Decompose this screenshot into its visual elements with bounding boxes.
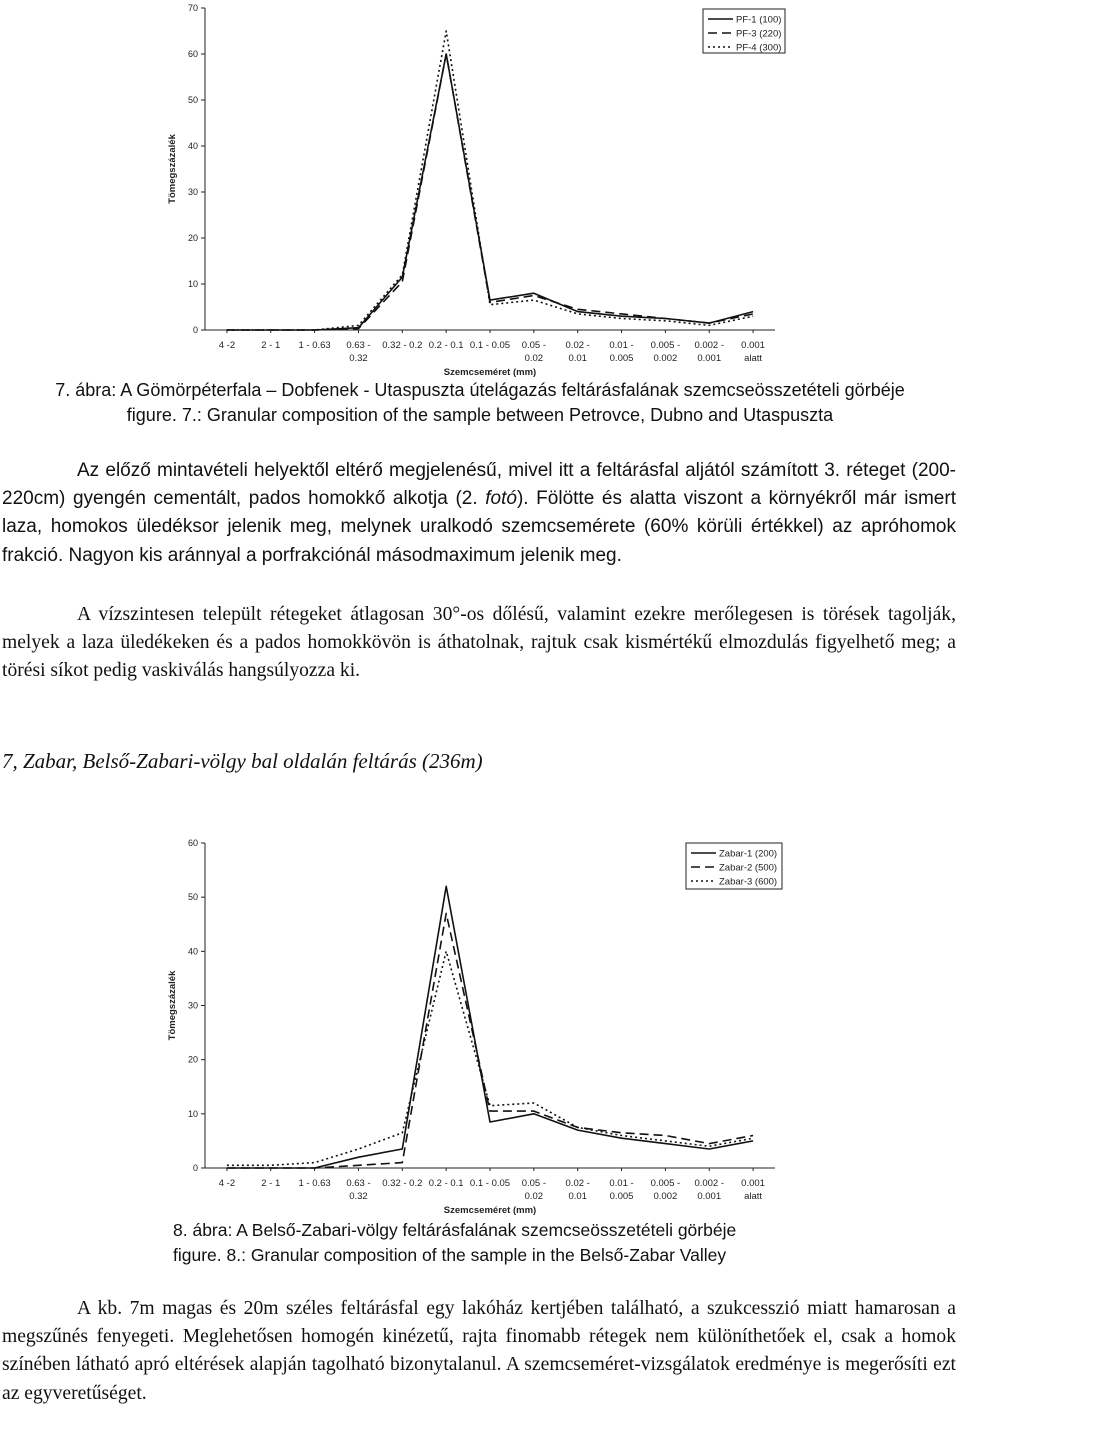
x-tick-label: 0.001 bbox=[697, 1191, 722, 1202]
x-tick-label: 0.01 - bbox=[609, 340, 634, 351]
figure-7-caption-en: figure. 7.: Granular composition of the sample between Petrovce, Dubno and Utaspuszta bbox=[126, 405, 834, 425]
x-tick-label: 0.005 bbox=[609, 353, 634, 364]
x-tick-label: 4 -2 bbox=[218, 340, 236, 351]
y-tick-label: 40 bbox=[187, 946, 198, 957]
x-tick-label: alatt bbox=[744, 1191, 763, 1202]
x-tick-label: 4 -2 bbox=[218, 1178, 236, 1189]
y-tick-label: 20 bbox=[187, 1054, 198, 1065]
y-axis-title: Tömegszázalék bbox=[167, 970, 178, 1041]
figure-8-caption-hu: 8. ábra: A Belső-Zabari-völgy feltárásfalának szemcseösszetételi görbéje bbox=[173, 1220, 737, 1240]
x-tick-label: 0.32 - 0.2 bbox=[382, 340, 423, 351]
y-tick-label: 10 bbox=[187, 279, 198, 289]
figure-7-caption bbox=[0, 378, 960, 428]
y-tick-label: 60 bbox=[187, 838, 198, 848]
x-tick-label: 0.1 - 0.05 bbox=[469, 1178, 511, 1189]
x-tick-label: 0.2 - 0.1 bbox=[428, 340, 464, 351]
series-line-2 bbox=[227, 54, 753, 330]
y-tick-label: 60 bbox=[187, 49, 198, 59]
y-tick-label: 10 bbox=[187, 1108, 198, 1119]
x-tick-label: 0.001 bbox=[697, 353, 722, 364]
series-line-2 bbox=[227, 913, 753, 1168]
paragraph-1-rest: ). Fölötte és alatta viszont a környékről már ismert laza, homokos üledéksor jelenik meg, melynek uralkodó szemcsemérete (60% körüli értékkel) az apróhomok frakció. Nagyon kis aránnyal a porfrakciónál másodmaximum jelenik meg. bbox=[2, 488, 956, 566]
x-tick-label: 2 - 1 bbox=[261, 1178, 281, 1189]
x-tick-label: 0.001 bbox=[741, 1178, 765, 1189]
figure-8-caption-en: figure. 8.: Granular composition of the sample in the Belső-Zabar Valley bbox=[173, 1245, 727, 1265]
y-tick-label: 70 bbox=[187, 3, 198, 13]
y-tick-label: 0 bbox=[192, 325, 198, 335]
paragraph-1-text: Az előző mintavételi helyektől eltérő megjelenésű, mivel itt a feltárásfal aljától számított 3. réteget (200-220cm) gyengén cementált, pados homokkő alkotja (2. bbox=[2, 460, 956, 510]
x-tick-label: 0.32 bbox=[349, 353, 368, 364]
x-tick-label: 0.01 bbox=[568, 353, 587, 364]
x-tick-label: 0.002 - bbox=[694, 1178, 725, 1189]
x-tick-label: 0.01 - bbox=[609, 1178, 634, 1189]
section-heading: 7, Zabar, Belső-Zabari-völgy bal oldalán feltárás (236m) bbox=[2, 749, 483, 773]
y-tick-label: 40 bbox=[187, 141, 198, 151]
x-tick-label: 0.63 - bbox=[346, 1178, 371, 1189]
x-tick-label: 0.05 - bbox=[521, 340, 546, 351]
x-tick-label: 0.002 - bbox=[694, 340, 725, 351]
paragraph-2: A vízszintesen települt rétegeket átlagosan 30°-os dőlésű, valamint ezekre merőlegesen is törések tagolják, melyek a laza üledékeken és a pados homokkövön is áthatolnak, rajtuk csak kismértékű elmozdulás figyelhető meg; a törési síkot pedig vaskiválás hangsúlyozza ki. bbox=[2, 604, 956, 682]
paragraph-1 bbox=[2, 457, 956, 570]
x-tick-label: 0.002 bbox=[653, 353, 678, 364]
y-tick-label: 30 bbox=[187, 1000, 198, 1011]
x-axis-title: Szemcseméret (mm) bbox=[443, 367, 537, 378]
x-tick-label: 0.005 bbox=[609, 1191, 634, 1202]
x-tick-label: 2 - 1 bbox=[261, 340, 281, 351]
legend-label-2: PF-3 (220) bbox=[736, 28, 782, 40]
x-tick-label: 1 - 0.63 bbox=[298, 1178, 331, 1189]
x-tick-label: 0.02 bbox=[524, 353, 544, 364]
paragraph-1-italic: fotó bbox=[485, 488, 517, 510]
x-tick-label: 0.2 - 0.1 bbox=[428, 1178, 464, 1189]
legend-label-2: Zabar-2 (500) bbox=[719, 862, 778, 874]
x-tick-label: 0.63 - bbox=[346, 340, 371, 351]
x-tick-label: 0.02 - bbox=[565, 340, 590, 351]
x-tick-label: 0.005 - bbox=[650, 340, 681, 351]
series-line-3 bbox=[227, 951, 753, 1165]
grain-size-chart-fig7 bbox=[0, 0, 960, 378]
grain-size-chart-fig8 bbox=[0, 826, 960, 1216]
x-tick-label: alatt bbox=[744, 353, 763, 364]
series-line-3 bbox=[227, 31, 753, 330]
paragraph-3: A kb. 7m magas és 20m széles feltárásfal egy lakóház kertjében található, a szukcesszió miatt hamarosan a megszűnés fenyegeti. Meglehetősen homogén kinézetű, rajta finomabb rétegek nem különíthetőek el, csak a homok színében látható apró eltérések alapján tagolható bizonytalanul. A szemcseméret-vizsgálatok eredménye is megerősíti ezt az egyveretűséget. bbox=[2, 1298, 956, 1404]
x-tick-label: 0.01 bbox=[568, 1191, 587, 1202]
x-tick-label: 0.32 bbox=[349, 1191, 368, 1202]
x-tick-label: 0.005 - bbox=[650, 1178, 681, 1189]
y-tick-label: 50 bbox=[187, 95, 198, 105]
legend-label-3: PF-4 (300) bbox=[736, 42, 782, 54]
legend-label-3: Zabar-3 (600) bbox=[719, 876, 778, 888]
x-tick-label: 0.02 - bbox=[565, 1178, 590, 1189]
x-tick-label: 0.001 bbox=[741, 340, 765, 351]
legend-label-1: PF-1 (100) bbox=[736, 14, 782, 26]
y-tick-label: 30 bbox=[187, 187, 198, 197]
x-axis-title: Szemcseméret (mm) bbox=[443, 1205, 537, 1216]
x-tick-label: 0.002 bbox=[653, 1191, 678, 1202]
x-tick-label: 0.05 - bbox=[521, 1178, 546, 1189]
series-line-1 bbox=[227, 54, 753, 330]
legend-label-1: Zabar-1 (200) bbox=[719, 848, 778, 860]
x-tick-label: 0.02 bbox=[524, 1191, 544, 1202]
x-tick-label: 0.1 - 0.05 bbox=[469, 340, 511, 351]
series-line-1 bbox=[227, 886, 753, 1168]
figure-7-caption-hu: 7. ábra: A Gömörpéterfala – Dobfenek - Utaspuszta útelágazás feltárásfalának szemcseösszetételi görbéje bbox=[55, 380, 905, 400]
y-axis-title: Tömegszázalék bbox=[167, 134, 178, 204]
x-tick-label: 1 - 0.63 bbox=[298, 340, 331, 351]
y-tick-label: 0 bbox=[192, 1163, 198, 1173]
y-tick-label: 20 bbox=[187, 233, 198, 243]
x-tick-label: 0.32 - 0.2 bbox=[382, 1178, 423, 1189]
y-tick-label: 50 bbox=[187, 892, 198, 903]
